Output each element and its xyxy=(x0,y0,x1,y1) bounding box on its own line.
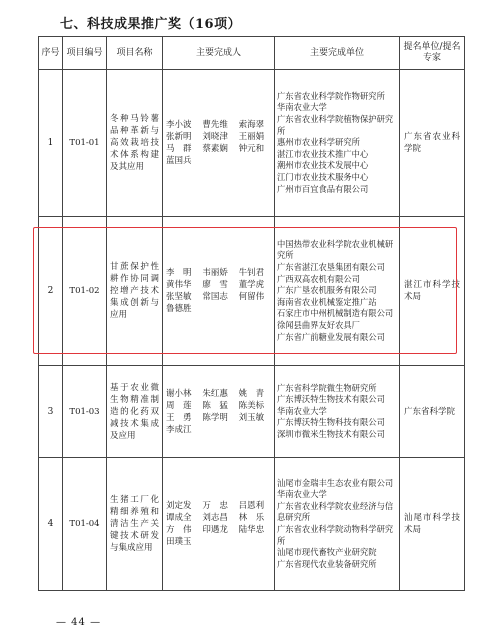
person-name: 张新明 xyxy=(166,132,192,142)
table-row xyxy=(39,70,465,217)
person-name: 谭成全 xyxy=(166,513,192,523)
person-name: 牛钊君 xyxy=(238,268,265,278)
unit-name: 华南农业大学 xyxy=(277,405,327,416)
person-name: 王 勇 xyxy=(166,412,192,423)
row-people xyxy=(163,458,275,591)
header-recommender: 提名单位/提名专家 xyxy=(400,37,465,70)
person-name: 李成江 xyxy=(166,424,192,435)
person-name: 董学虎 xyxy=(238,280,265,290)
row-people xyxy=(163,70,275,217)
person-name: 李 明 xyxy=(166,268,192,278)
person-name: 周 莲 xyxy=(166,400,192,411)
unit-name: 广东省广前糖业发展有限公司 xyxy=(277,331,385,342)
person-name: 廖 雪 xyxy=(202,280,228,290)
person-name: 黄伟华 xyxy=(166,280,192,290)
person-name: 万 忠 xyxy=(202,501,228,511)
person-name: 姚 青 xyxy=(238,388,265,399)
unit-name: 深圳市微米生物技术有限公司 xyxy=(277,428,385,439)
person-name: 印遇龙 xyxy=(202,525,228,535)
unit-name: 广东省科学院微生物研究所 xyxy=(277,382,377,393)
row-recommender: 湛江市科学技术局 xyxy=(400,217,465,366)
unit-name: 广东省农业科学院植物保护研究所 xyxy=(277,114,394,136)
unit-name: 湛江市农业技术推广中心 xyxy=(277,148,369,159)
row-code: T01-04 xyxy=(63,458,107,591)
person-name: 曹先维 xyxy=(202,120,228,130)
row-recommender: 汕尾市科学技术局 xyxy=(400,458,465,591)
header-index: 序号 xyxy=(39,37,63,70)
unit-name: 广西双高农机有限公司 xyxy=(277,273,360,284)
unit-name: 广东省农业科学院动物科学研究所 xyxy=(277,524,394,546)
row-code: T01-03 xyxy=(63,366,107,458)
row-index: 2 xyxy=(39,217,63,366)
row-project-name: 冬种马铃薯品种革新与高效栽培技术体系构建及其应用 xyxy=(107,70,163,217)
person-name: 刘志昌 xyxy=(202,513,228,523)
unit-name: 广东省农业科学院农业经济与信息研究所 xyxy=(277,500,394,523)
unit-name: 广东博沃特生物技术有限公司 xyxy=(277,394,385,405)
person-name: 李小波 xyxy=(166,120,192,130)
row-index: 1 xyxy=(39,70,63,217)
row-index: 3 xyxy=(39,366,63,458)
person-name: 马 群 xyxy=(166,144,192,154)
row-project-name: 生猪工厂化精细养殖和清洁生产关键技术研发与集成应用 xyxy=(107,458,163,591)
unit-name: 汕尾市金瑞丰生态农业有限公司 xyxy=(277,477,394,488)
unit-name: 华南农业大学 xyxy=(277,489,327,500)
person-name: 蓝国兵 xyxy=(166,156,192,166)
unit-name: 广东省农业科学院作物研究所 xyxy=(277,90,385,101)
person-name: 田璞玉 xyxy=(166,537,192,547)
person-name: 陈 猛 xyxy=(202,400,228,411)
header-code: 项目编号 xyxy=(63,37,107,70)
row-recommender: 广东省农业科学院 xyxy=(400,70,465,217)
person-name: 刘晓津 xyxy=(202,132,228,142)
table-row xyxy=(39,458,465,591)
person-name: 张坚敏 xyxy=(166,292,192,302)
person-name: 吕恩利 xyxy=(238,501,265,511)
person-name: 索海翠 xyxy=(238,120,265,130)
person-name: 常国志 xyxy=(202,292,228,302)
row-project-name: 基于农业微生物精准制造的化药双减技术集成及应用 xyxy=(107,366,163,458)
person-name: 陈美标 xyxy=(238,400,265,411)
person-name: 方 伟 xyxy=(166,525,192,535)
row-code: T01-02 xyxy=(63,217,107,366)
person-name: 王丽娟 xyxy=(238,132,265,142)
unit-name: 海南省农业机械鉴定推广站 xyxy=(277,296,377,307)
header-name: 项目名称 xyxy=(107,37,163,70)
unit-name: 江门市农业技术服务中心 xyxy=(277,171,369,182)
person-name: 陈学明 xyxy=(202,412,228,423)
unit-name: 广东博沃特生物科技有限公司 xyxy=(277,417,385,428)
table-row xyxy=(39,217,465,366)
person-name: 陆华忠 xyxy=(238,525,265,535)
row-index: 4 xyxy=(39,458,63,591)
unit-name: 惠州市农业科学研究所 xyxy=(277,137,360,148)
unit-name: 广州市百宜食品有限公司 xyxy=(277,183,369,194)
unit-name: 广东省现代农业装备研究所 xyxy=(277,558,377,569)
row-people xyxy=(163,366,275,458)
row-units xyxy=(275,366,400,458)
unit-name: 石家庄市中州机械制造有限公司 xyxy=(277,308,394,319)
table-header-row xyxy=(39,37,465,70)
unit-name: 华南农业大学 xyxy=(277,102,327,113)
row-code: T01-01 xyxy=(63,70,107,217)
awards-table xyxy=(38,36,465,591)
page-number: — 44 — xyxy=(56,617,102,628)
row-people xyxy=(163,217,275,366)
person-name: 何留伟 xyxy=(238,292,265,302)
person-name: 林 乐 xyxy=(238,513,265,523)
unit-name: 徐闻县曲界友好农具厂 xyxy=(277,319,360,330)
unit-name: 潮州市农业技术发展中心 xyxy=(277,160,369,171)
header-people: 主要完成人 xyxy=(163,37,275,70)
unit-name: 汕尾市现代畜牧产业研究院 xyxy=(277,547,377,558)
person-name: 鲁德胜 xyxy=(166,304,192,314)
person-name: 刘定发 xyxy=(166,501,192,511)
person-name: 刘玉敏 xyxy=(238,412,265,423)
row-recommender: 广东省科学院 xyxy=(400,366,465,458)
row-units xyxy=(275,458,400,591)
table-row xyxy=(39,366,465,458)
unit-name: 广东广垦农机服务有限公司 xyxy=(277,285,377,296)
unit-name: 广东省湛江农垦集团有限公司 xyxy=(277,262,385,273)
person-name: 朱红惠 xyxy=(202,388,228,399)
person-name: 蔡素娴 xyxy=(202,144,228,154)
unit-name: 中国热带农业科学院农业机械研究所 xyxy=(277,238,394,261)
row-project-name: 甘蔗保护性耕作协同调控增产技术集成创新与应用 xyxy=(107,217,163,366)
person-name: 钟元和 xyxy=(238,144,265,154)
header-units: 主要完成单位 xyxy=(275,37,400,70)
section-heading: 七、科技成果推广奖（16项） xyxy=(60,17,242,32)
person-name: 谢小林 xyxy=(166,388,192,399)
person-name: 韦丽娇 xyxy=(202,268,228,278)
row-units xyxy=(275,217,400,366)
row-units xyxy=(275,70,400,217)
